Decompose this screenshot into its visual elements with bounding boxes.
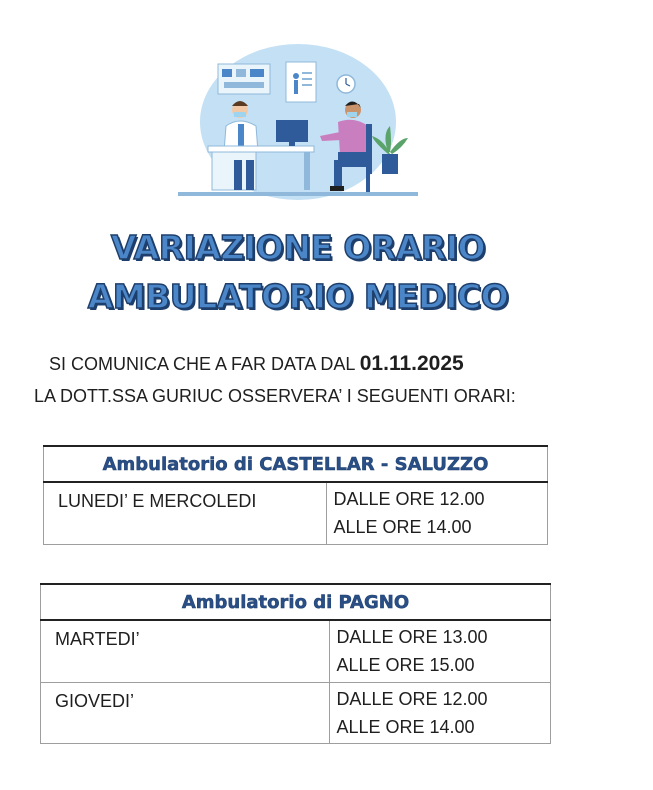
notice-line-1 [49,352,464,376]
table-row [41,620,551,682]
hours-from: DALLE ORE 12.00 [336,688,488,709]
table-title: Ambulatorio di PAGNO [41,584,551,620]
hours-cell [330,620,551,682]
day-cell: LUNEDI’ E MERCOLEDI [44,482,327,544]
day-cell: MARTEDI’ [41,620,330,682]
headline-line-2: AMBULATORIO MEDICO [87,277,509,316]
doctor-consultation-illustration [178,42,418,202]
hours-to: ALLE ORE 14.00 [333,517,472,537]
hours-cell [327,482,548,544]
notice-line-2: LA DOTT.SSA GURIUC OSSERVERA’ I SEGUENTI ORARI: [34,386,516,406]
hours-to: ALLE ORE 15.00 [336,655,475,675]
day-cell: GIOVEDI’ [41,682,330,743]
headline-line-1: VARIAZIONE ORARIO [110,228,486,267]
notice-prefix: SI COMUNICA CHE A FAR DATA DAL [49,354,360,374]
hours-from: DALLE ORE 12.00 [333,489,485,509]
hours-from: DALLE ORE 13.00 [336,627,488,647]
hours-to: ALLE ORE 14.00 [336,716,475,737]
schedule-table-castellar [43,445,548,545]
hours-cell [330,682,551,743]
table-row [41,682,551,743]
table-row [44,482,548,544]
schedule-table-pagno [40,583,551,744]
effective-date: 01.11.2025 [359,352,464,375]
table-title: Ambulatorio di CASTELLAR - SALUZZO [44,446,548,482]
